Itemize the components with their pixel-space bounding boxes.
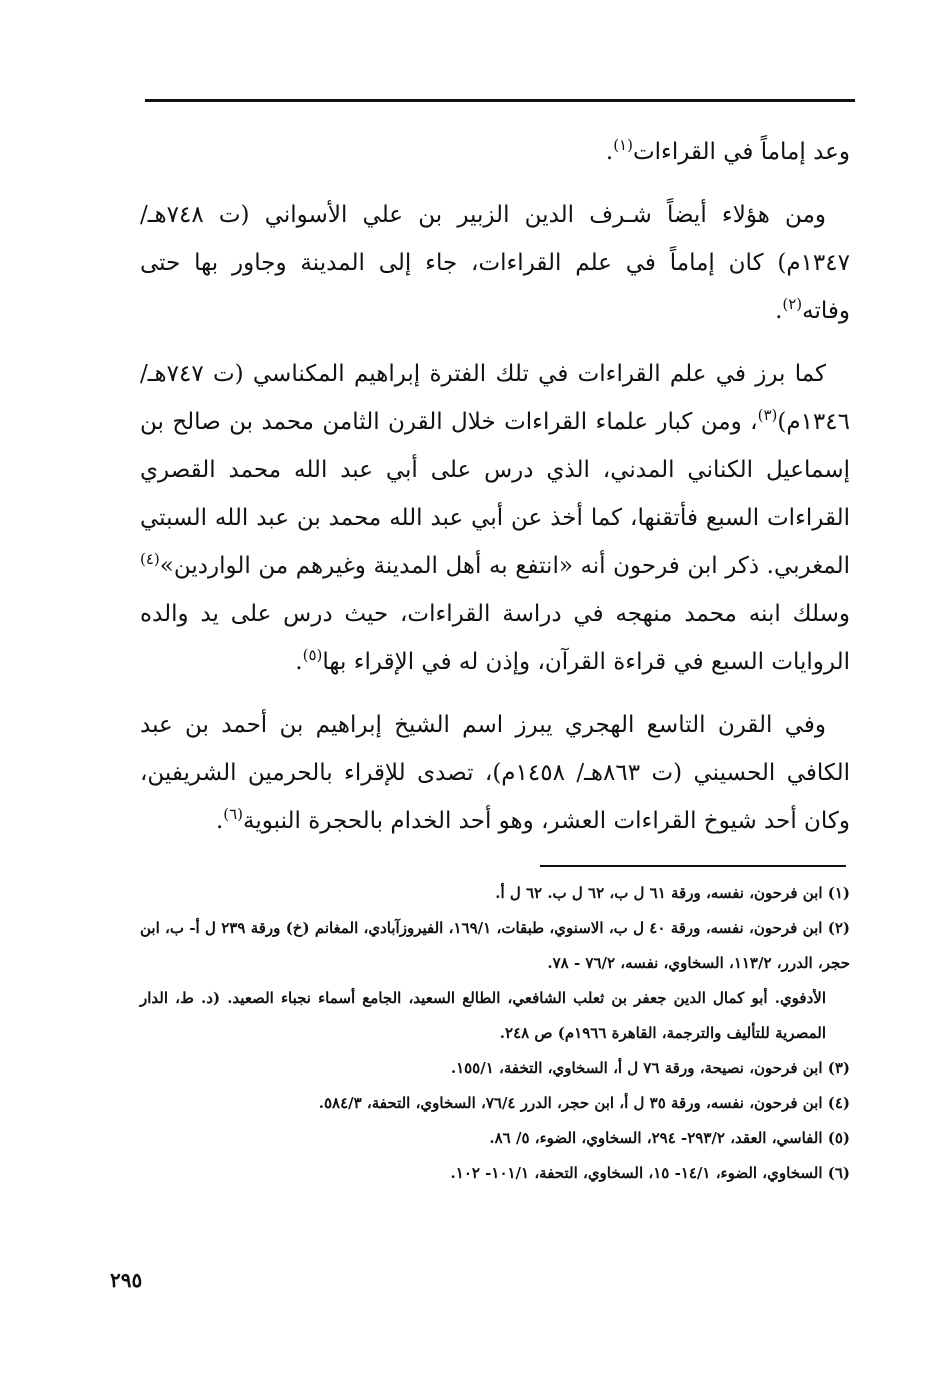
footnote-6: (٦) السخاوي، الضوء، ١٤/١- ١٥، السخاوي، التحفة، ١٠١/١- ١٠٢. <box>450 1164 850 1182</box>
footnote-1: (١) ابن فرحون، نفسه، ورقة ٦١ ل ب، ٦٢ ل ب. ٦٢ ل أ. <box>495 884 850 902</box>
footnote-ref-4: (٤) <box>140 550 160 568</box>
paragraph-tail: . <box>605 139 614 165</box>
paragraph-1 <box>140 128 850 176</box>
paragraph-text: كما برز في علم القراءات في تلك الفترة إبراهيم المكناسي (ت ٧٤٧هـ/ ١٣٤٦م) <box>140 361 850 435</box>
paragraph-3 <box>140 350 850 686</box>
paragraph-text: وعد إماماً في القراءات <box>632 139 850 165</box>
page-number: ٢٩٥ <box>110 1268 143 1292</box>
footnotes <box>140 876 850 1191</box>
paragraph-tail: . <box>215 808 224 834</box>
paragraph-text: وسلك ابنه محمد منهجه في دراسة القراءات، حيث درس على يد والده الروايات السبع في قراءة القرآن، وإذن له في الإقراء بها <box>140 601 850 675</box>
footnote-ref-2: (٢) <box>782 295 803 313</box>
paragraph-tail: . <box>295 649 303 675</box>
footnote-5: (٥) الفاسي، العقد، ٢٩٣/٢- ٢٩٤، السخاوي، الضوء، ٥/ ٨٦. <box>489 1129 850 1147</box>
footnote-4: (٤) ابن فرحون، نفسه، ورقة ٣٥ ل أ، ابن حجر، الدرر ٧٦/٤، السخاوي، التحفة، ٥٨٤/٣. <box>318 1094 850 1112</box>
paragraph-text: ، ومن كبار علماء القراءات خلال القرن الثامن محمد بن صالح بن إسماعيل الكناني المدني، الذي درس على أبي عبد الله محمد القصري القراءات السبع فأتقنها، كما أخذ عن أبي عبد الله محمد بن عبد الله السبتي المغربي. ذكر ابن فرحون أنه «انتفع به أهل المدينة وغيرهم من الواردين» <box>140 409 850 579</box>
footnote-2: (٢) ابن فرحون، نفسه، ورقة ٤٠ ل ب، الاسنوي، طبقات، ١٦٩/١، الفيروزآبادي، المغانم (خ) ورقة ٢٣٩ ل أ- ب، ابن حجر، الدرر، ١١٣/٢، السخاوي، نفسه، ٧٦/٢ - ٧٨. <box>140 919 850 972</box>
footnote-ref-6: (٦) <box>223 805 244 823</box>
paragraph-tail: . <box>775 298 783 324</box>
paragraph-2 <box>140 191 850 335</box>
footnote-2-continued: الأدفوي. أبو كمال الدين جعفر بن ثعلب الشافعي، الطالع السعيد، الجامع أسماء نجباء الصعيد. (د. ط، الدار المصرية للتأليف والترجمة، القاهرة ١٩٦٦م) ص ٢٤٨. <box>140 989 826 1042</box>
footnote-ref-3: (٣) <box>757 406 778 424</box>
footnote-3: (٣) ابن فرحون، نصيحة، ورقة ٧٦ ل أ، السخاوي، التخفة، ١٥٥/١. <box>450 1059 850 1077</box>
paragraph-4 <box>140 701 850 845</box>
paragraph-text: وفي القرن التاسع الهجري يبرز اسم الشيخ إبراهيم بن أحمد بن عبد الكافي الحسيني (ت ٨٦٣هـ/ ١٤٥٨م)، تصدى للإقراء بالحرمين الشريفين، وكان أحد شيوخ القراءات العشر، وهو أحد الخدام بالحجرة النبوية <box>140 712 850 834</box>
footnote-ref-1: (١) <box>613 136 633 154</box>
header-rule <box>145 99 855 102</box>
footnote-ref-5: (٥) <box>302 646 323 664</box>
footnote-separator <box>540 865 846 867</box>
paragraph-text: ومن هؤلاء أيضاً شـرف الدين الزبير بن علي الأسواني (ت ٧٤٨هـ/ ١٣٤٧م) كان إماماً في علم القراءات، جاء إلى المدينة وجاور بها حتى وفاته <box>140 202 850 324</box>
main-text <box>140 128 850 845</box>
